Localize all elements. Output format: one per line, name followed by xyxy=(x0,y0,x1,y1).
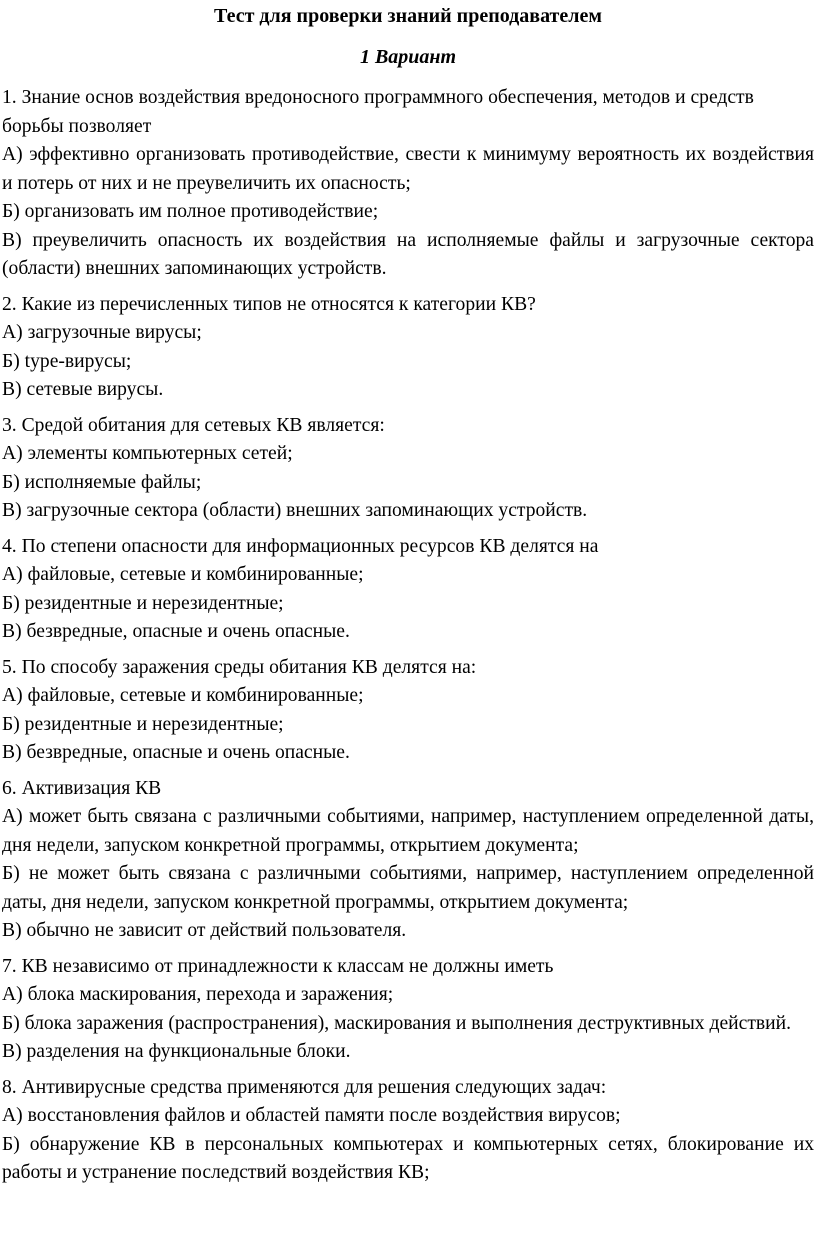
answer-option: Б) обнаружение КВ в персональных компьютерах и компьютерных сетях, блокирование их работы и устранение последствий воздействия КВ; xyxy=(2,1133,814,1183)
question-text: 1. Знание основ воздействия вредоносного программного обеспечения, методов и средств борьбы позволяет xyxy=(2,87,754,137)
answer-option: А) файловые, сетевые и комбинированные; xyxy=(2,685,364,706)
answer-option: В) сетевые вирусы. xyxy=(2,379,164,400)
answer-option: А) блока маскирования, перехода и заражения; xyxy=(2,984,394,1005)
question-text: 8. Антивирусные средства применяются для решения следующих задач: xyxy=(2,1076,607,1098)
question-8 xyxy=(2,1074,814,1188)
question-text: 7. КВ независимо от принадлежности к классам не должны иметь xyxy=(2,955,554,977)
answer-option: А) загрузочные вирусы; xyxy=(2,322,202,343)
answer-option: Б) блока заражения (распространения), маскирования и выполнения деструктивных действий. xyxy=(2,1012,792,1034)
question-text: 2. Какие из перечисленных типов не относятся к категории КВ? xyxy=(2,293,536,315)
question-3 xyxy=(2,412,814,526)
answer-option: А) восстановления файлов и областей памяти после воздействия вирусов; xyxy=(2,1105,621,1126)
document-title: Тест для проверки знаний преподавателем xyxy=(214,5,602,27)
answer-option: Б) не может быть связана с различными событиями, например, наступлением определенной даты, дня недели, запуском конкретной программы, открытием документа; xyxy=(2,863,814,913)
question-text: 4. По степени опасности для информационных ресурсов КВ делятся на xyxy=(2,535,599,557)
answer-option: А) элементы компьютерных сетей; xyxy=(2,443,293,464)
answer-option: А) эффективно организовать противодействие, свести к минимуму вероятность их воздействия и потерь от них и не преувеличить их опасность; xyxy=(2,144,814,194)
question-5 xyxy=(2,654,814,768)
answer-option: Б) организовать им полное противодействие; xyxy=(2,201,379,222)
answer-option: Б) резидентные и нерезидентные; xyxy=(2,592,284,614)
answer-option: В) преувеличить опасность их воздействия на исполняемые файлы и загрузочные сектора (области) внешних запоминающих устройств. xyxy=(2,229,814,279)
answer-option: А) файловые, сетевые и комбинированные; xyxy=(2,564,364,585)
answer-option: В) безвредные, опасные и очень опасные. xyxy=(2,621,350,642)
question-text: 5. По способу заражения среды обитания КВ делятся на: xyxy=(2,656,477,678)
answer-option: В) загрузочные сектора (области) внешних запоминающих устройств. xyxy=(2,500,588,521)
answer-option: Б) исполняемые файлы; xyxy=(2,471,202,493)
answer-option: В) обычно не зависит от действий пользователя. xyxy=(2,920,407,941)
question-6 xyxy=(2,775,814,946)
answer-option: В) безвредные, опасные и очень опасные. xyxy=(2,742,350,763)
question-text: 6. Активизация КВ xyxy=(2,777,162,799)
question-list xyxy=(2,84,814,1188)
answer-option: А) может быть связана с различными событиями, например, наступлением определенной даты, дня недели, запуском конкретной программы, открытием документа; xyxy=(2,806,814,856)
question-2 xyxy=(2,291,814,405)
answer-option: В) разделения на функциональные блоки. xyxy=(2,1041,351,1062)
question-7 xyxy=(2,953,814,1067)
answer-option: Б) type-вирусы; xyxy=(2,350,132,372)
question-4 xyxy=(2,533,814,647)
question-text: 3. Средой обитания для сетевых КВ является: xyxy=(2,414,385,436)
document-page xyxy=(0,4,816,1249)
question-1 xyxy=(2,84,814,284)
answer-option: Б) резидентные и нерезидентные; xyxy=(2,713,284,735)
variant-heading: 1 Вариант xyxy=(359,46,457,68)
